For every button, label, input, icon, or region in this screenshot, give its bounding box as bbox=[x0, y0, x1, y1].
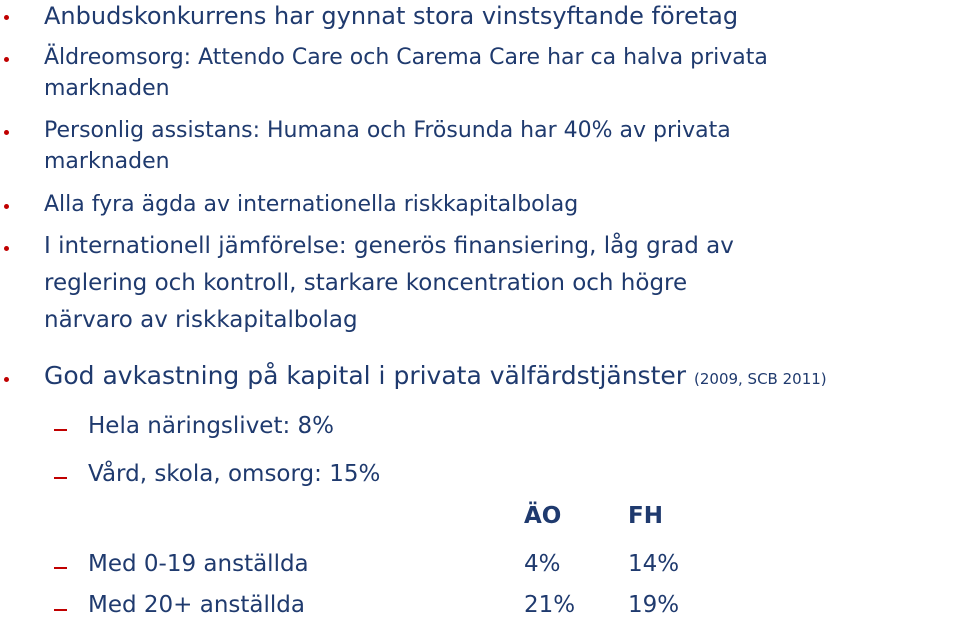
table-row-label: Med 0-19 anställda bbox=[88, 551, 309, 577]
sub-item-dash bbox=[54, 477, 67, 479]
bullet-text-line-3: närvaro av riskkapitalbolag bbox=[44, 307, 358, 333]
bullet-text-with-source bbox=[44, 361, 827, 390]
table-cell: 4% bbox=[524, 551, 561, 577]
sub-item-text: Vård, skola, omsorg: 15% bbox=[88, 461, 381, 487]
table-row-label: Med 20+ anställda bbox=[88, 592, 305, 618]
bullet-dot bbox=[4, 57, 9, 62]
bullet-dot bbox=[4, 130, 9, 135]
bullet-text: Alla fyra ägda av internationella riskkapitalbolag bbox=[44, 192, 579, 217]
source-note: (2009, SCB 2011) bbox=[694, 370, 827, 388]
bullet-dot bbox=[4, 377, 9, 382]
table-cell: 19% bbox=[628, 592, 680, 618]
bullet-text-line-1: Äldreomsorg: Attendo Care och Carema Care har ca halva privata bbox=[44, 45, 768, 70]
bullet-text-line-1: I internationell jämförelse: generös finansiering, låg grad av bbox=[44, 233, 734, 259]
table-cell: 14% bbox=[628, 551, 680, 577]
table-cell: 21% bbox=[524, 592, 576, 618]
bullet-text-line-1: Personlig assistans: Humana och Frösunda har 40% av privata bbox=[44, 118, 731, 143]
table-header-cell: FH bbox=[628, 503, 663, 529]
bullet-main-text: God avkastning på kapital i privata välfärdstjänster bbox=[44, 361, 687, 390]
bullet-text-line-2: marknaden bbox=[44, 149, 170, 174]
sub-item-dash bbox=[54, 429, 67, 431]
bullet-dot bbox=[4, 204, 9, 209]
table-header-cell: ÄO bbox=[524, 503, 562, 529]
table-row-dash bbox=[54, 567, 67, 569]
sub-item-text: Hela näringslivet: 8% bbox=[88, 413, 335, 439]
bullet-dot bbox=[4, 246, 9, 251]
bullet-text: Anbudskonkurrens har gynnat stora vinstsyftande företag bbox=[44, 2, 739, 30]
table-row-dash bbox=[54, 609, 67, 611]
bullet-text-line-2: reglering och kontroll, starkare koncentration och högre bbox=[44, 270, 688, 296]
bullet-text-line-2: marknaden bbox=[44, 76, 170, 101]
bullet-dot bbox=[4, 15, 9, 20]
